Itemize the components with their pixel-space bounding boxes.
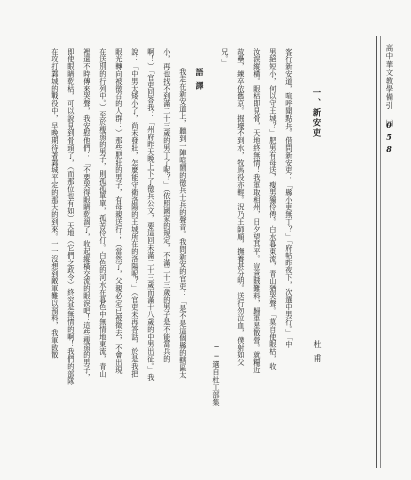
poem-line: 汝淚縱橫。眼枯即見骨，天地終無情！我軍取相州，日夕望其平。豈意賊難料，歸軍星散營。就糧近	[252, 48, 262, 374]
running-header: 高中華文教學備引 ㈢	[385, 44, 394, 128]
poem-line: 客行新安道，喧呼聞點兵。借問新安吏：「縣小更無丁？」「府帖昨夜下，次選中男行。」「中	[284, 48, 294, 348]
poem-author: 杜甫	[313, 340, 322, 368]
poem-line: 男絕短小，何以守王城？」肥男有母送，瘦男獨伶俜。白水暮東流，青山猶哭聲。「莫自使眼枯，收	[268, 48, 278, 370]
section-title: 一、新安吏	[312, 88, 322, 138]
translation-label: 語譯	[195, 68, 204, 96]
translation-line: 裡還不時傳來哭聲，我安慰他們：「不要哭得眼睛乾涸了，收起縱橫交流的眼淚吧！這些瘦弱的男子，	[82, 48, 92, 381]
poem-line: 故壘，練卒依舊京。掘壕不到水，牧馬役亦輕。況乃王師順，撫養甚分明。送行勿泣血，僕射如父	[236, 48, 246, 367]
header-rule-thin	[380, 36, 381, 468]
translation-line: 眼光轉向被徵召的人群：）那些肥壯的男子，有母親送行；（當然了，父親必定已被徵去，不會出現	[114, 48, 124, 374]
translation-line: 在送別的行列中。）至於瘦弱的男子，則孤孤單單，孤苦伶仃。白色的河水在暮色中無情地東流，青山	[98, 48, 108, 378]
header-rule	[376, 36, 377, 468]
translation-line: 說：「中男太矮小了，尚未發壯，怎麼能守衛洛陽的王城所在的洛陽呢？」（官吏未再答話，於是我把	[130, 48, 140, 378]
translation-line: 我走在新安道上，聽到一陣喧鬧的徵兵士兵的聲音。我問新安的官吏：「是不是這個縣的轄區太	[178, 68, 188, 379]
translation-line: 即使眼睛乾枯，可以說見到骨頭了，（而那位也有如）天地（它們之政令）終究是無情的啊！我們的部隊	[66, 48, 76, 385]
translation-line: 在攻打鄴城的戰役中，早晚期待著鄴城平定的那天的到來。一一沒想到敵軍難以預料，我軍敗散	[50, 48, 60, 359]
poem-source: ──選自杜工部集	[212, 342, 221, 407]
page-number: 058	[384, 120, 394, 156]
translation-line: 小，再也找不到滿二十三歲的男丁了呢？」（依照國家的規定，不滿二十三歲的男子是不能當兵的	[162, 48, 172, 363]
poem-line: 兄。」	[220, 48, 230, 67]
translation-line: 啊！）「官吏回答我：「州府昨天晚上下了徵兵公文，要這回未滿二十三歲而滿十八歲的中男出征。」我	[146, 48, 156, 382]
